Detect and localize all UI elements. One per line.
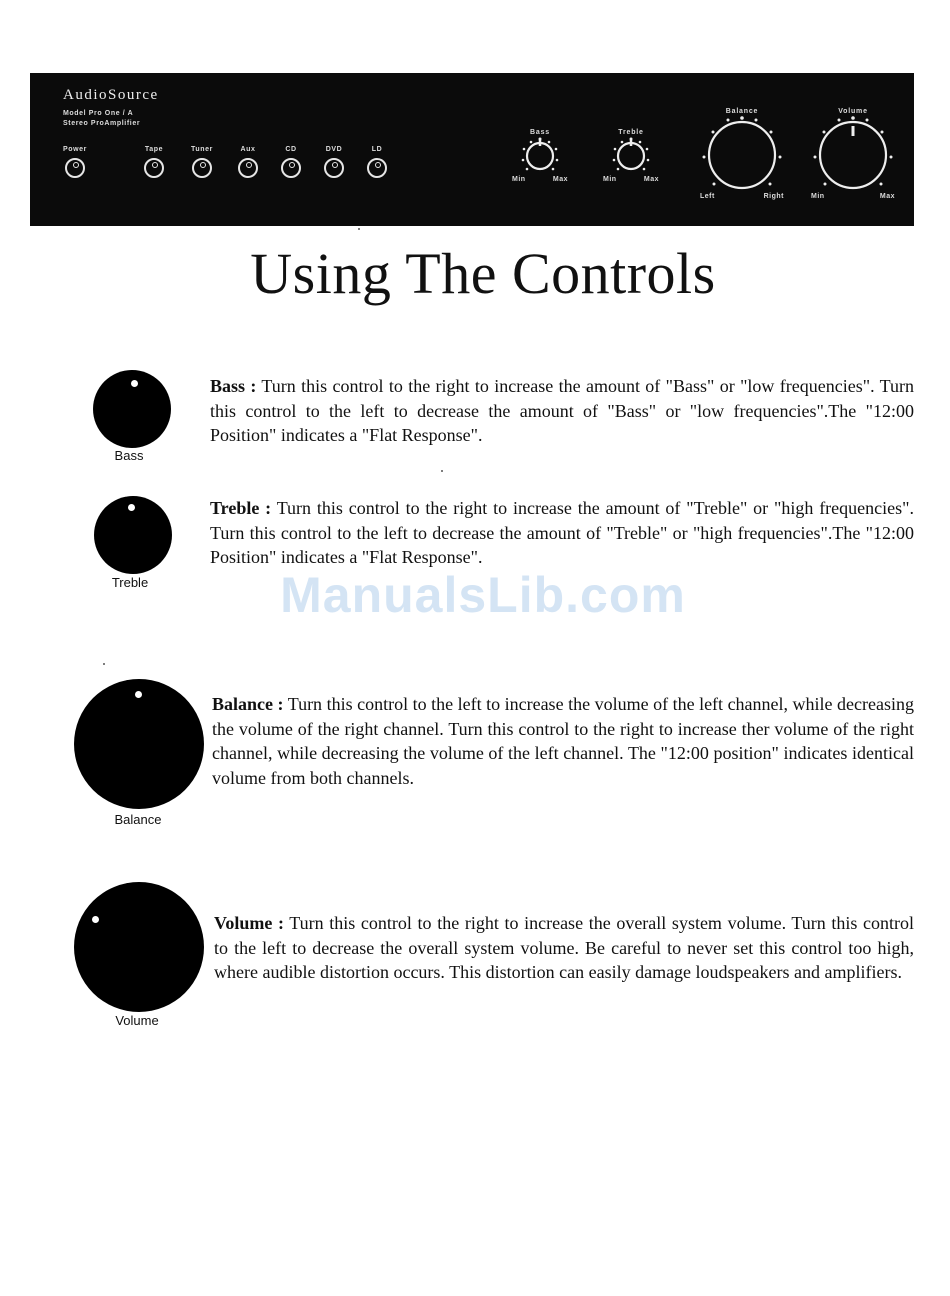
panel-balance-knob[interactable]: [700, 108, 784, 200]
amplifier-front-panel: [30, 73, 914, 226]
tape-button[interactable]: [134, 146, 174, 178]
treble-knob-label: Treble: [111, 575, 149, 590]
power-label: Power: [62, 146, 87, 153]
bass-knob-icon: [93, 370, 171, 448]
balance-knob-indicator: [135, 691, 142, 698]
balance-right-label: Right: [763, 193, 784, 200]
volume-term: Volume :: [214, 913, 284, 933]
panel-bass-title: Bass: [530, 129, 550, 136]
power-button[interactable]: [55, 146, 95, 178]
bass-text: Turn this control to the right to increase the amount of "Bass" or "low frequencies". Turn this control to the left to decrease the amount of "Bass" or "low frequencies".The "12:00 Position" indicates a "Flat Response".: [210, 376, 914, 445]
bass-knob-indicator: [131, 380, 138, 387]
tuner-label: Tuner: [191, 146, 213, 153]
ld-label: LD: [371, 146, 383, 153]
treble-text: Turn this control to the right to increase the amount of "Treble" or "high frequencies". Turn this control to the left to decrease the amount of "Treble" or "high frequencies".The "12:00 Position" indicates a "Flat Response".: [210, 498, 914, 567]
bass-min-label: Min: [512, 176, 526, 183]
volume-knob-indicator: [92, 916, 99, 923]
treble-description: [210, 496, 914, 570]
power-knob-icon: [65, 158, 85, 178]
treble-max-label: Max: [643, 176, 659, 183]
aux-knob-icon: [238, 158, 258, 178]
balance-term: Balance :: [212, 694, 284, 714]
panel-volume-title: Volume: [838, 108, 868, 115]
tape-knob-icon: [144, 158, 164, 178]
dvd-button[interactable]: [314, 146, 354, 178]
aux-button[interactable]: [228, 146, 268, 178]
tape-label: Tape: [144, 146, 164, 153]
balance-dial-icon: [700, 115, 784, 193]
bass-max-label: Max: [552, 176, 568, 183]
volume-description: [214, 911, 914, 985]
scan-speck: [103, 663, 105, 665]
tuner-knob-icon: [192, 158, 212, 178]
volume-knob-icon: [74, 882, 204, 1012]
balance-text: Turn this control to the left to increase the volume of the left channel, while decreasing the volume of the right channel. Turn this control to the right to increase ther volume of the right channel, while decreasing the volume of the left channel. The "12:00 position" indicates identical volume from both channels.: [212, 694, 915, 788]
volume-knob-label: Volume: [115, 1013, 159, 1028]
panel-bass-knob[interactable]: [512, 129, 568, 183]
ld-button[interactable]: [357, 146, 397, 178]
bass-description: [210, 374, 914, 448]
model-text: Model Pro One / A Stereo ProAmplifier: [63, 110, 141, 127]
treble-knob-icon: [94, 496, 172, 574]
cd-label: CD: [285, 146, 297, 153]
treble-term: Treble :: [210, 498, 272, 518]
volume-max-label: Max: [879, 193, 895, 200]
watermark: ManualsLib.com: [280, 567, 686, 623]
ld-knob-icon: [367, 158, 387, 178]
panel-balance-title: Balance: [725, 108, 759, 115]
bass-knob-label: Bass: [114, 448, 144, 463]
balance-knob-icon: [74, 679, 204, 809]
tuner-button[interactable]: [182, 146, 222, 178]
bass-term: Bass :: [210, 376, 257, 396]
cd-button[interactable]: [271, 146, 311, 178]
volume-min-label: Min: [811, 193, 825, 200]
balance-description: [212, 692, 914, 790]
dvd-knob-icon: [324, 158, 344, 178]
cd-knob-icon: [281, 158, 301, 178]
volume-dial-icon: [811, 115, 895, 193]
treble-dial-icon: [606, 136, 656, 176]
treble-min-label: Min: [603, 176, 617, 183]
bass-dial-icon: [515, 136, 565, 176]
panel-treble-knob[interactable]: [603, 129, 659, 183]
balance-left-label: Left: [700, 193, 715, 200]
brand-logo: AudioSource: [63, 87, 159, 103]
treble-knob-indicator: [128, 504, 135, 511]
balance-knob-label: Balance: [114, 812, 162, 827]
scan-speck: [441, 470, 443, 472]
panel-treble-title: Treble: [618, 129, 644, 136]
page-title: Using The Controls: [250, 241, 716, 306]
aux-label: Aux: [240, 146, 256, 153]
scan-speck: [358, 228, 360, 230]
volume-text: Turn this control to the right to increase the overall system volume. Turn this control to the left to decrease the overall system volume. Be careful to never set this control too high, where audible distortion occurs. This distortion can easily damage loudspeakers and amplifiers.: [214, 913, 914, 982]
dvd-label: DVD: [325, 146, 343, 153]
panel-volume-knob[interactable]: [811, 108, 895, 200]
